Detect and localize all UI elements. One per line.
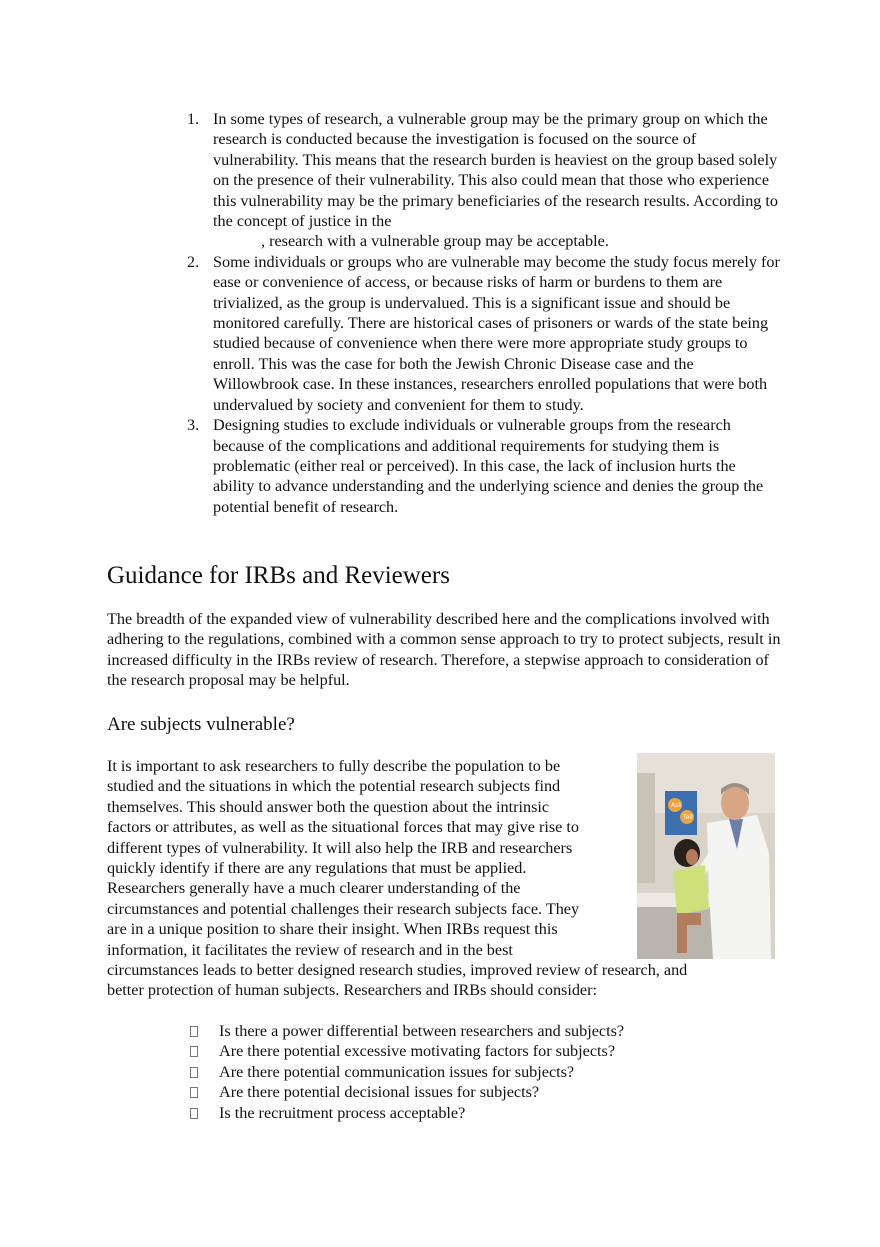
numbered-list — [180, 109, 780, 517]
list-item-text: Some individuals or groups who are vulnerable may become the study focus merely for ease or convenience of access, or because risks of harm or burdens to them are trivialized, as the group is undervalued. This is a significant issue and should be monitored carefully. There are historical cases of prisoners or wards of the state being studied because of convenience when there were more appropriate study groups to enroll. This was the case for both the Jewish Chronic Disease case and the Willowbrook case. In these instances, researchers enrolled populations that were both undervalued by society and convenient for them to study. — [213, 252, 780, 414]
checklist-item — [188, 1082, 624, 1102]
checklist-item-text: Is the recruitment process acceptable? — [219, 1103, 466, 1122]
checklist-item-text: Is there a power differential between researchers and subjects? — [219, 1022, 625, 1040]
consideration-checklist — [188, 1021, 624, 1123]
checkbox-bullet-icon — [190, 1046, 198, 1057]
paragraph-line: quickly identify if there are any regulations that must be applied. — [107, 859, 527, 878]
checklist-item — [188, 1062, 624, 1082]
paragraph-line: circumstances and potential challenges their research subjects face. They — [107, 899, 580, 918]
paragraph-line: It is important to ask researchers to fully describe the population to be — [107, 757, 561, 775]
checkbox-bullet-icon — [190, 1026, 198, 1037]
checklist-item-text: Are there potential communication issues for subjects? — [219, 1062, 575, 1081]
paragraph-line: factors or attributes, as well as the situational forces that may give rise to — [107, 818, 579, 837]
paragraph-line: better protection of human subjects. Researchers and IRBs should consider: — [107, 981, 597, 1000]
poster-text-tell: Tell — [683, 814, 693, 821]
paragraph-line: themselves. This should answer both the question about the intrinsic — [107, 797, 550, 816]
paragraph-line: are in a unique position to share their insight. When IRBs request this — [107, 920, 558, 939]
paragraph-line: information, it facilitates the review of research and in the best — [107, 940, 513, 959]
checklist-item — [188, 1103, 624, 1123]
list-number: 2. — [187, 252, 200, 271]
paragraph-line: Researchers generally have a much clearer understanding of the — [107, 879, 521, 898]
checkbox-bullet-icon — [190, 1108, 198, 1119]
list-item — [180, 252, 780, 415]
checkbox-bullet-icon — [190, 1067, 198, 1078]
list-item — [180, 415, 780, 517]
doctor-child-photo — [637, 753, 775, 959]
checklist-item-text: Are there potential decisional issues for subjects? — [219, 1083, 540, 1102]
paragraph-line: different types of vulnerability. It will also help the IRB and researchers — [107, 838, 573, 857]
subsection-heading: Are subjects vulnerable? — [107, 714, 295, 735]
checklist-item — [188, 1021, 624, 1041]
list-item-text: In some types of research, a vulnerable group may be the primary group on which the research is conducted because the investigation is focused on the source of vulnerability. This means that the research burden is heaviest on the group based solely on the presence of their vulnerability. This also could mean that those who experience this vulnerability may be the primary beneficiaries of the research results. According to the concept of justice in the — [213, 110, 779, 231]
list-item — [180, 109, 780, 252]
list-number: 1. — [187, 110, 200, 128]
section-heading: Guidance for IRBs and Reviewers — [107, 562, 450, 589]
paragraph-line: studied and the situations in which the potential research subjects find — [107, 777, 561, 796]
list-number: 3. — [187, 416, 200, 435]
checkbox-bullet-icon — [190, 1087, 198, 1098]
checklist-item — [188, 1041, 624, 1061]
checklist-item-text: Are there potential excessive motivating factors for subjects? — [219, 1042, 616, 1061]
section-paragraph: The breadth of the expanded view of vulnerability described here and the complications involved with adhering to the regulations, combined with a common sense approach to try to protect subjects, result in increased difficulty in the IRBs review of research. Therefore, a stepwise approach to consideration of the research proposal may be helpful. — [107, 610, 781, 690]
list-item-text: Designing studies to exclude individuals or vulnerable groups from the research because of the complications and additional requirements for studying them is problematic (either real or perceived). In this case, the lack of inclusion hurts the ability to advance understanding and the underlying science and denies the group the potential benefit of research. — [213, 416, 764, 516]
poster-text-ask: Ask — [671, 802, 682, 809]
list-item-text-continued: , research with a vulnerable group may be acceptable. — [261, 232, 609, 251]
paragraph-line: circumstances leads to better designed research studies, improved review of research, and — [107, 961, 688, 980]
